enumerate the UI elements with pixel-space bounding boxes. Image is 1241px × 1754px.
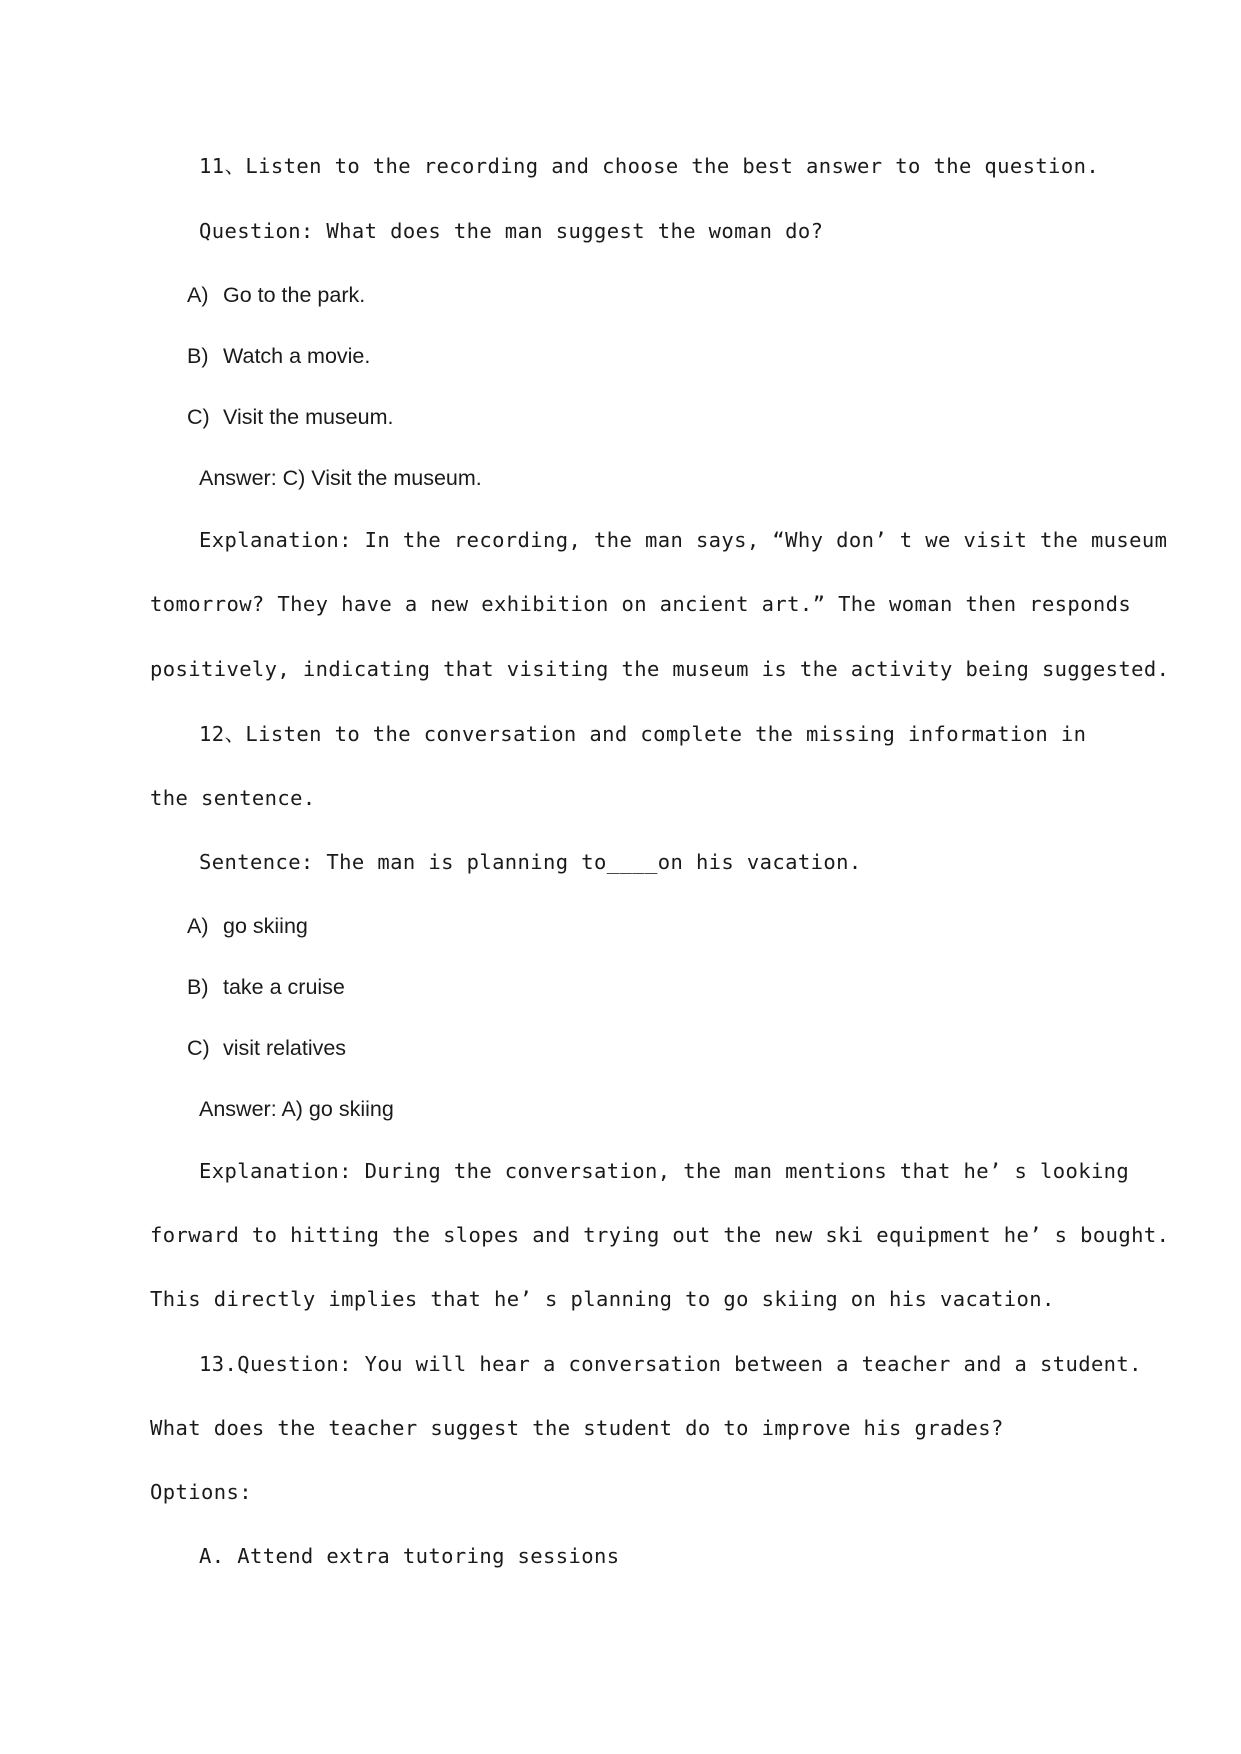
q11-option-b	[187, 346, 370, 368]
q13-question-line-2: What does the teacher suggest the student do to improve his grades?	[150, 1416, 1004, 1440]
q13-question-line-1: 13.Question: You will hear a conversation between a teacher and a student.	[199, 1352, 1142, 1376]
q11-prompt: 11、Listen to the recording and choose the best answer to the question.	[199, 154, 1100, 178]
q12-prompt-line-2: the sentence.	[150, 786, 316, 810]
q12-sentence: Sentence: The man is planning to____on his vacation.	[199, 850, 862, 874]
q12-option-a	[187, 916, 308, 938]
option-text: Go to the park.	[223, 283, 366, 307]
option-letter: C)	[187, 405, 210, 429]
option-text: Watch a movie.	[223, 344, 371, 368]
option-text: go skiing	[223, 914, 308, 938]
q11-explanation-line-3: positively, indicating that visiting the museum is the activity being suggested.	[150, 657, 1170, 681]
q11-option-c	[187, 407, 393, 429]
q12-answer: Answer: A) go skiing	[199, 1097, 394, 1121]
option-text: take a cruise	[223, 975, 345, 999]
option-text: visit relatives	[223, 1036, 347, 1060]
q12-explanation-line-1: Explanation: During the conversation, the man mentions that he’ s looking	[199, 1159, 1130, 1183]
option-letter: A)	[187, 283, 209, 307]
q11-option-a	[187, 285, 365, 307]
q11-explanation-line-1: Explanation: In the recording, the man says, “Why don’ t we visit the museum	[199, 528, 1168, 552]
q11-question: Question: What does the man suggest the woman do?	[199, 219, 824, 243]
q12-prompt-line-1: 12、Listen to the conversation and complete the missing information in	[199, 722, 1087, 746]
q12-option-c	[187, 1038, 346, 1060]
option-letter: C)	[187, 1036, 210, 1060]
q12-option-b	[187, 977, 345, 999]
option-letter: B)	[187, 975, 209, 999]
option-letter: A)	[187, 914, 209, 938]
q13-options-label: Options:	[150, 1480, 252, 1504]
q11-explanation-line-2: tomorrow? They have a new exhibition on ancient art.” The woman then responds	[150, 592, 1132, 616]
q13-option-a: A. Attend extra tutoring sessions	[199, 1544, 620, 1568]
q12-explanation-line-3: This directly implies that he’ s planning to go skiing on his vacation.	[150, 1287, 1055, 1311]
q11-answer: Answer: C) Visit the museum.	[199, 466, 482, 490]
option-text: Visit the museum.	[223, 405, 394, 429]
q12-explanation-line-2: forward to hitting the slopes and trying out the new ski equipment he’ s bought.	[150, 1223, 1170, 1247]
option-letter: B)	[187, 344, 209, 368]
